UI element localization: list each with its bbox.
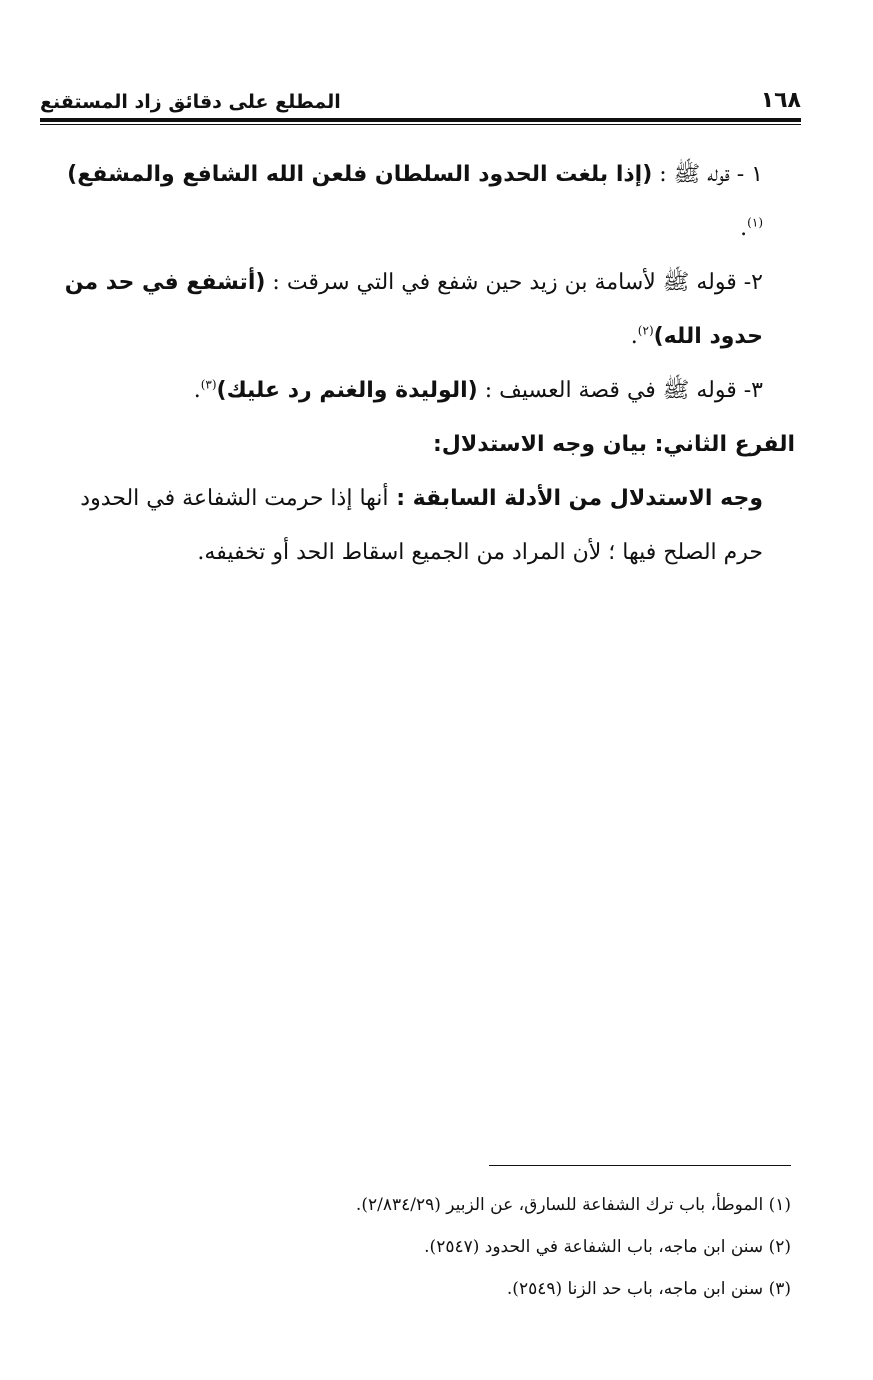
footnotes [120, 1184, 791, 1310]
evidence-item-1-suffix: . [740, 216, 748, 241]
evidence-item-2-quote: (أتشفع في حد من حدود الله) [64, 270, 763, 349]
inference-label: وجه الاستدلال من الأدلة السابقة : [388, 486, 763, 511]
footnote-1: (١) الموطأ، باب ترك الشفاعة للسارق، عن الزبير (٢/٨٣٤/٢٩). [355, 1195, 791, 1215]
inference-text: أنها إذا حرمت الشفاعة في الحدود حرم الصلح فيها ؛ لأن المراد من الجميع اسقاط الحد أو تخفيفه. [80, 486, 763, 565]
main-text [50, 148, 795, 580]
footnote-marker-1: (١) [747, 215, 763, 230]
evidence-item-3-quote: (الوليدة والغنم رد عليك) [216, 378, 478, 403]
evidence-item-3-prefix: ٣- قوله ﷺ في قصة العسيف : [477, 378, 763, 403]
header-rule-thin [40, 124, 801, 125]
inference-paragraph [50, 472, 795, 580]
footnote-3: (٣) سنن ابن ماجه، باب حد الزنا (٢٥٤٩). [506, 1279, 791, 1299]
evidence-item-3 [50, 364, 795, 418]
evidence-item-1-prefix: ١ - قوله ﷺ : [652, 162, 763, 187]
footnote-marker-2: (٢) [637, 323, 654, 338]
evidence-item-2-suffix: . [630, 324, 638, 349]
footnote-2: (٢) سنن ابن ماجه، باب الشفاعة في الحدود (٢٥٤٧). [424, 1237, 791, 1257]
running-title: المطلع على دقائق زاد المستقنع [40, 91, 341, 113]
section-heading: الفرع الثاني: بيان وجه الاستدلال: [432, 432, 795, 457]
evidence-item-1 [50, 148, 795, 256]
evidence-item-2-prefix: ٢- قوله ﷺ لأسامة بن زيد حين شفع في التي سرقت : [265, 270, 763, 295]
evidence-item-1-quote: (إذا بلغت الحدود السلطان فلعن الله الشافع والمشفع) [67, 162, 653, 187]
evidence-item-2 [50, 256, 795, 364]
footnote-marker-3: (٣) [200, 377, 217, 392]
page-header [40, 76, 801, 112]
page-number: ١٦٨ [760, 88, 801, 113]
evidence-item-3-suffix: . [193, 378, 201, 403]
header-rule-thick [40, 118, 801, 122]
footnote-separator [489, 1165, 791, 1166]
